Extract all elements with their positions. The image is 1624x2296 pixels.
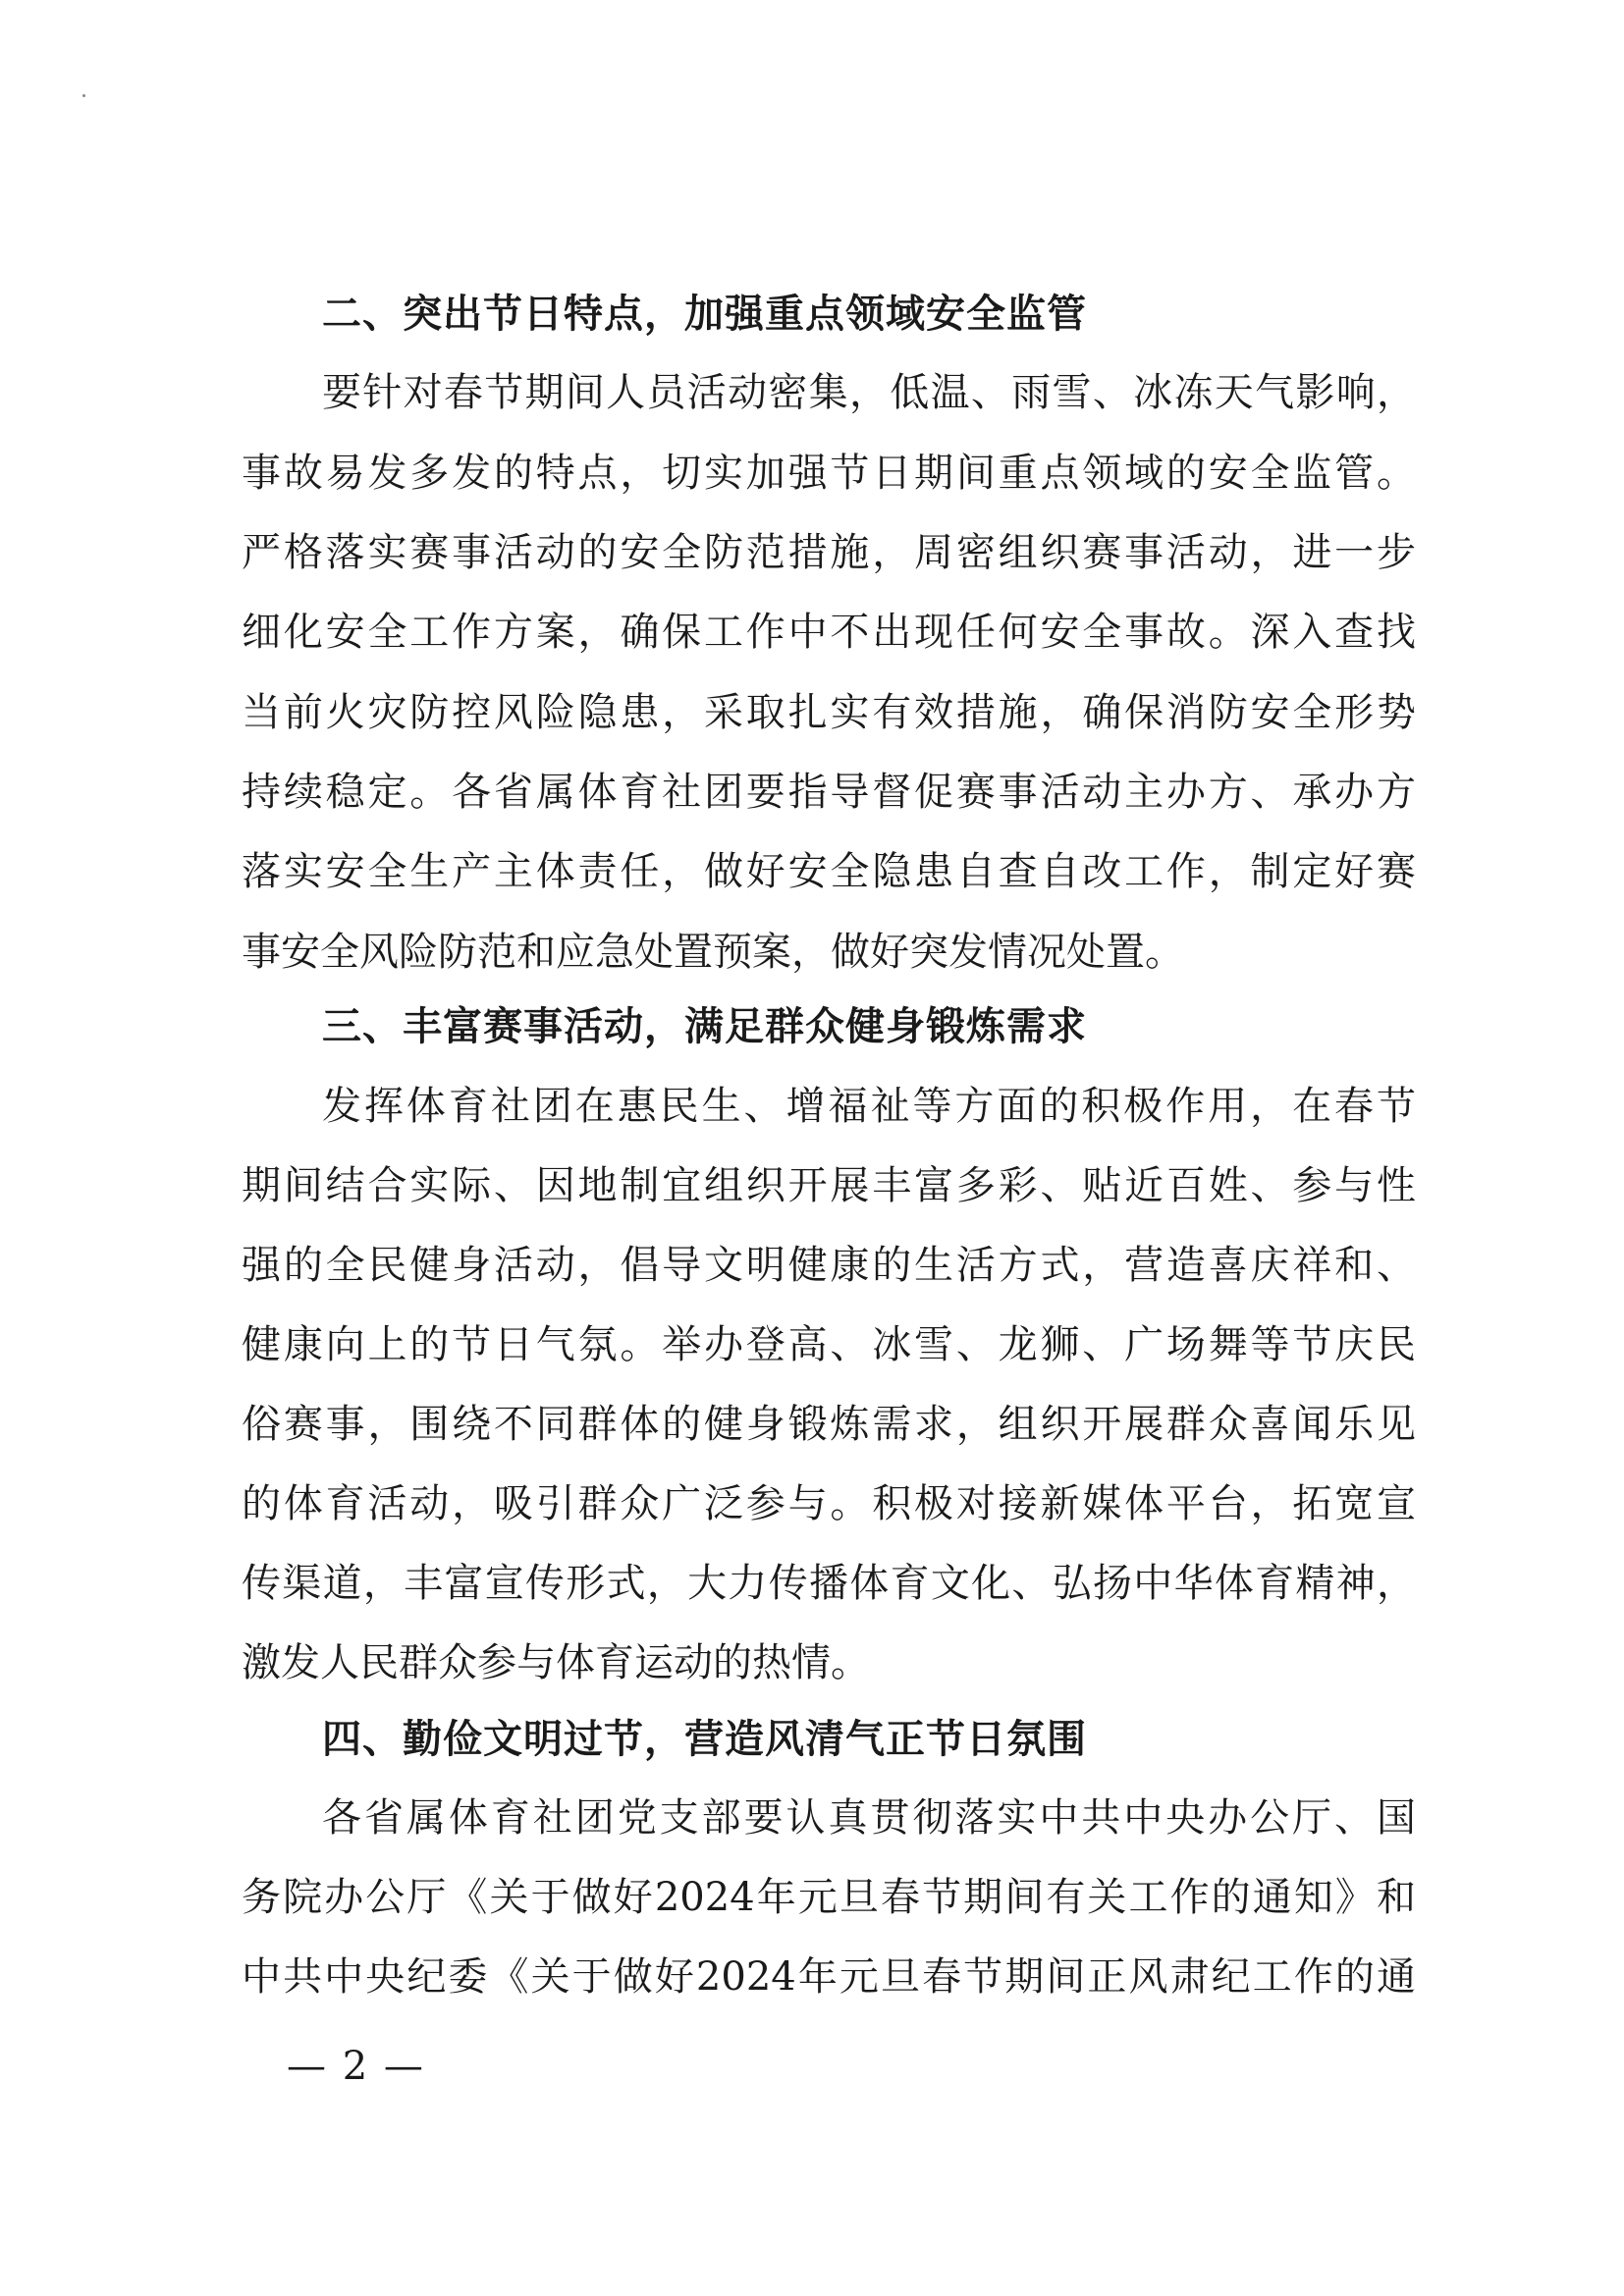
scan-speck bbox=[82, 94, 85, 97]
paragraph-line: 激发人民群众参与体育运动的热情。 bbox=[242, 1640, 870, 1685]
paragraph-line: 要针对春节期间人员活动密集，低温、雨雪、冰冻天气影响， bbox=[322, 370, 1416, 415]
section-heading-2: 二、突出节日特点，加强重点领域安全监管 bbox=[322, 292, 1087, 337]
paragraph-line: 务院办公厅《关于做好2024年元旦春节期间有关工作的通知》和 bbox=[242, 1875, 1416, 1920]
paragraph-line: 事安全风险防范和应急处置预案，做好突发情况处置。 bbox=[242, 930, 1184, 975]
paragraph-line: 俗赛事，围绕不同群体的健身锻炼需求，组织开展群众喜闻乐见 bbox=[242, 1402, 1416, 1447]
page-number: — 2 — bbox=[287, 2044, 425, 2089]
paragraph-line: 期间结合实际、因地制宜组织开展丰富多彩、贴近百姓、参与性 bbox=[242, 1163, 1416, 1208]
paragraph-line: 当前火灾防控风险隐患，采取扎实有效措施，确保消防安全形势 bbox=[242, 690, 1416, 735]
paragraph-line: 严格落实赛事活动的安全防范措施，周密组织赛事活动，进一步 bbox=[242, 530, 1416, 575]
section-heading-3: 三、丰富赛事活动，满足群众健身锻炼需求 bbox=[322, 1004, 1087, 1049]
paragraph-line: 事故易发多发的特点，切实加强节日期间重点领域的安全监管。 bbox=[242, 451, 1416, 496]
paragraph-line: 持续稳定。各省属体育社团要指导督促赛事活动主办方、承办方 bbox=[242, 770, 1416, 815]
paragraph-line: 各省属体育社团党支部要认真贯彻落实中共中央办公厅、国 bbox=[322, 1795, 1416, 1841]
paragraph-line: 落实安全生产主体责任，做好安全隐患自查自改工作，制定好赛 bbox=[242, 849, 1416, 894]
paragraph-line: 细化安全工作方案，确保工作中不出现任何安全事故。深入查找 bbox=[242, 610, 1416, 655]
paragraph-line: 中共中央纪委《关于做好2024年元旦春节期间正风肃纪工作的通 bbox=[242, 1954, 1416, 2000]
section-heading-4: 四、勤俭文明过节，营造风清气正节日氛围 bbox=[322, 1717, 1087, 1762]
paragraph-line: 传渠道，丰富宣传形式，大力传播体育文化、弘扬中华体育精神， bbox=[242, 1561, 1416, 1606]
paragraph-line: 发挥体育社团在惠民生、增福祉等方面的积极作用，在春节 bbox=[322, 1084, 1416, 1129]
paragraph-line: 的体育活动，吸引群众广泛参与。积极对接新媒体平台，拓宽宣 bbox=[242, 1481, 1416, 1526]
paragraph-line: 强的全民健身活动，倡导文明健康的生活方式，营造喜庆祥和、 bbox=[242, 1243, 1416, 1288]
paragraph-line: 健康向上的节日气氛。举办登高、冰雪、龙狮、广场舞等节庆民 bbox=[242, 1322, 1416, 1367]
